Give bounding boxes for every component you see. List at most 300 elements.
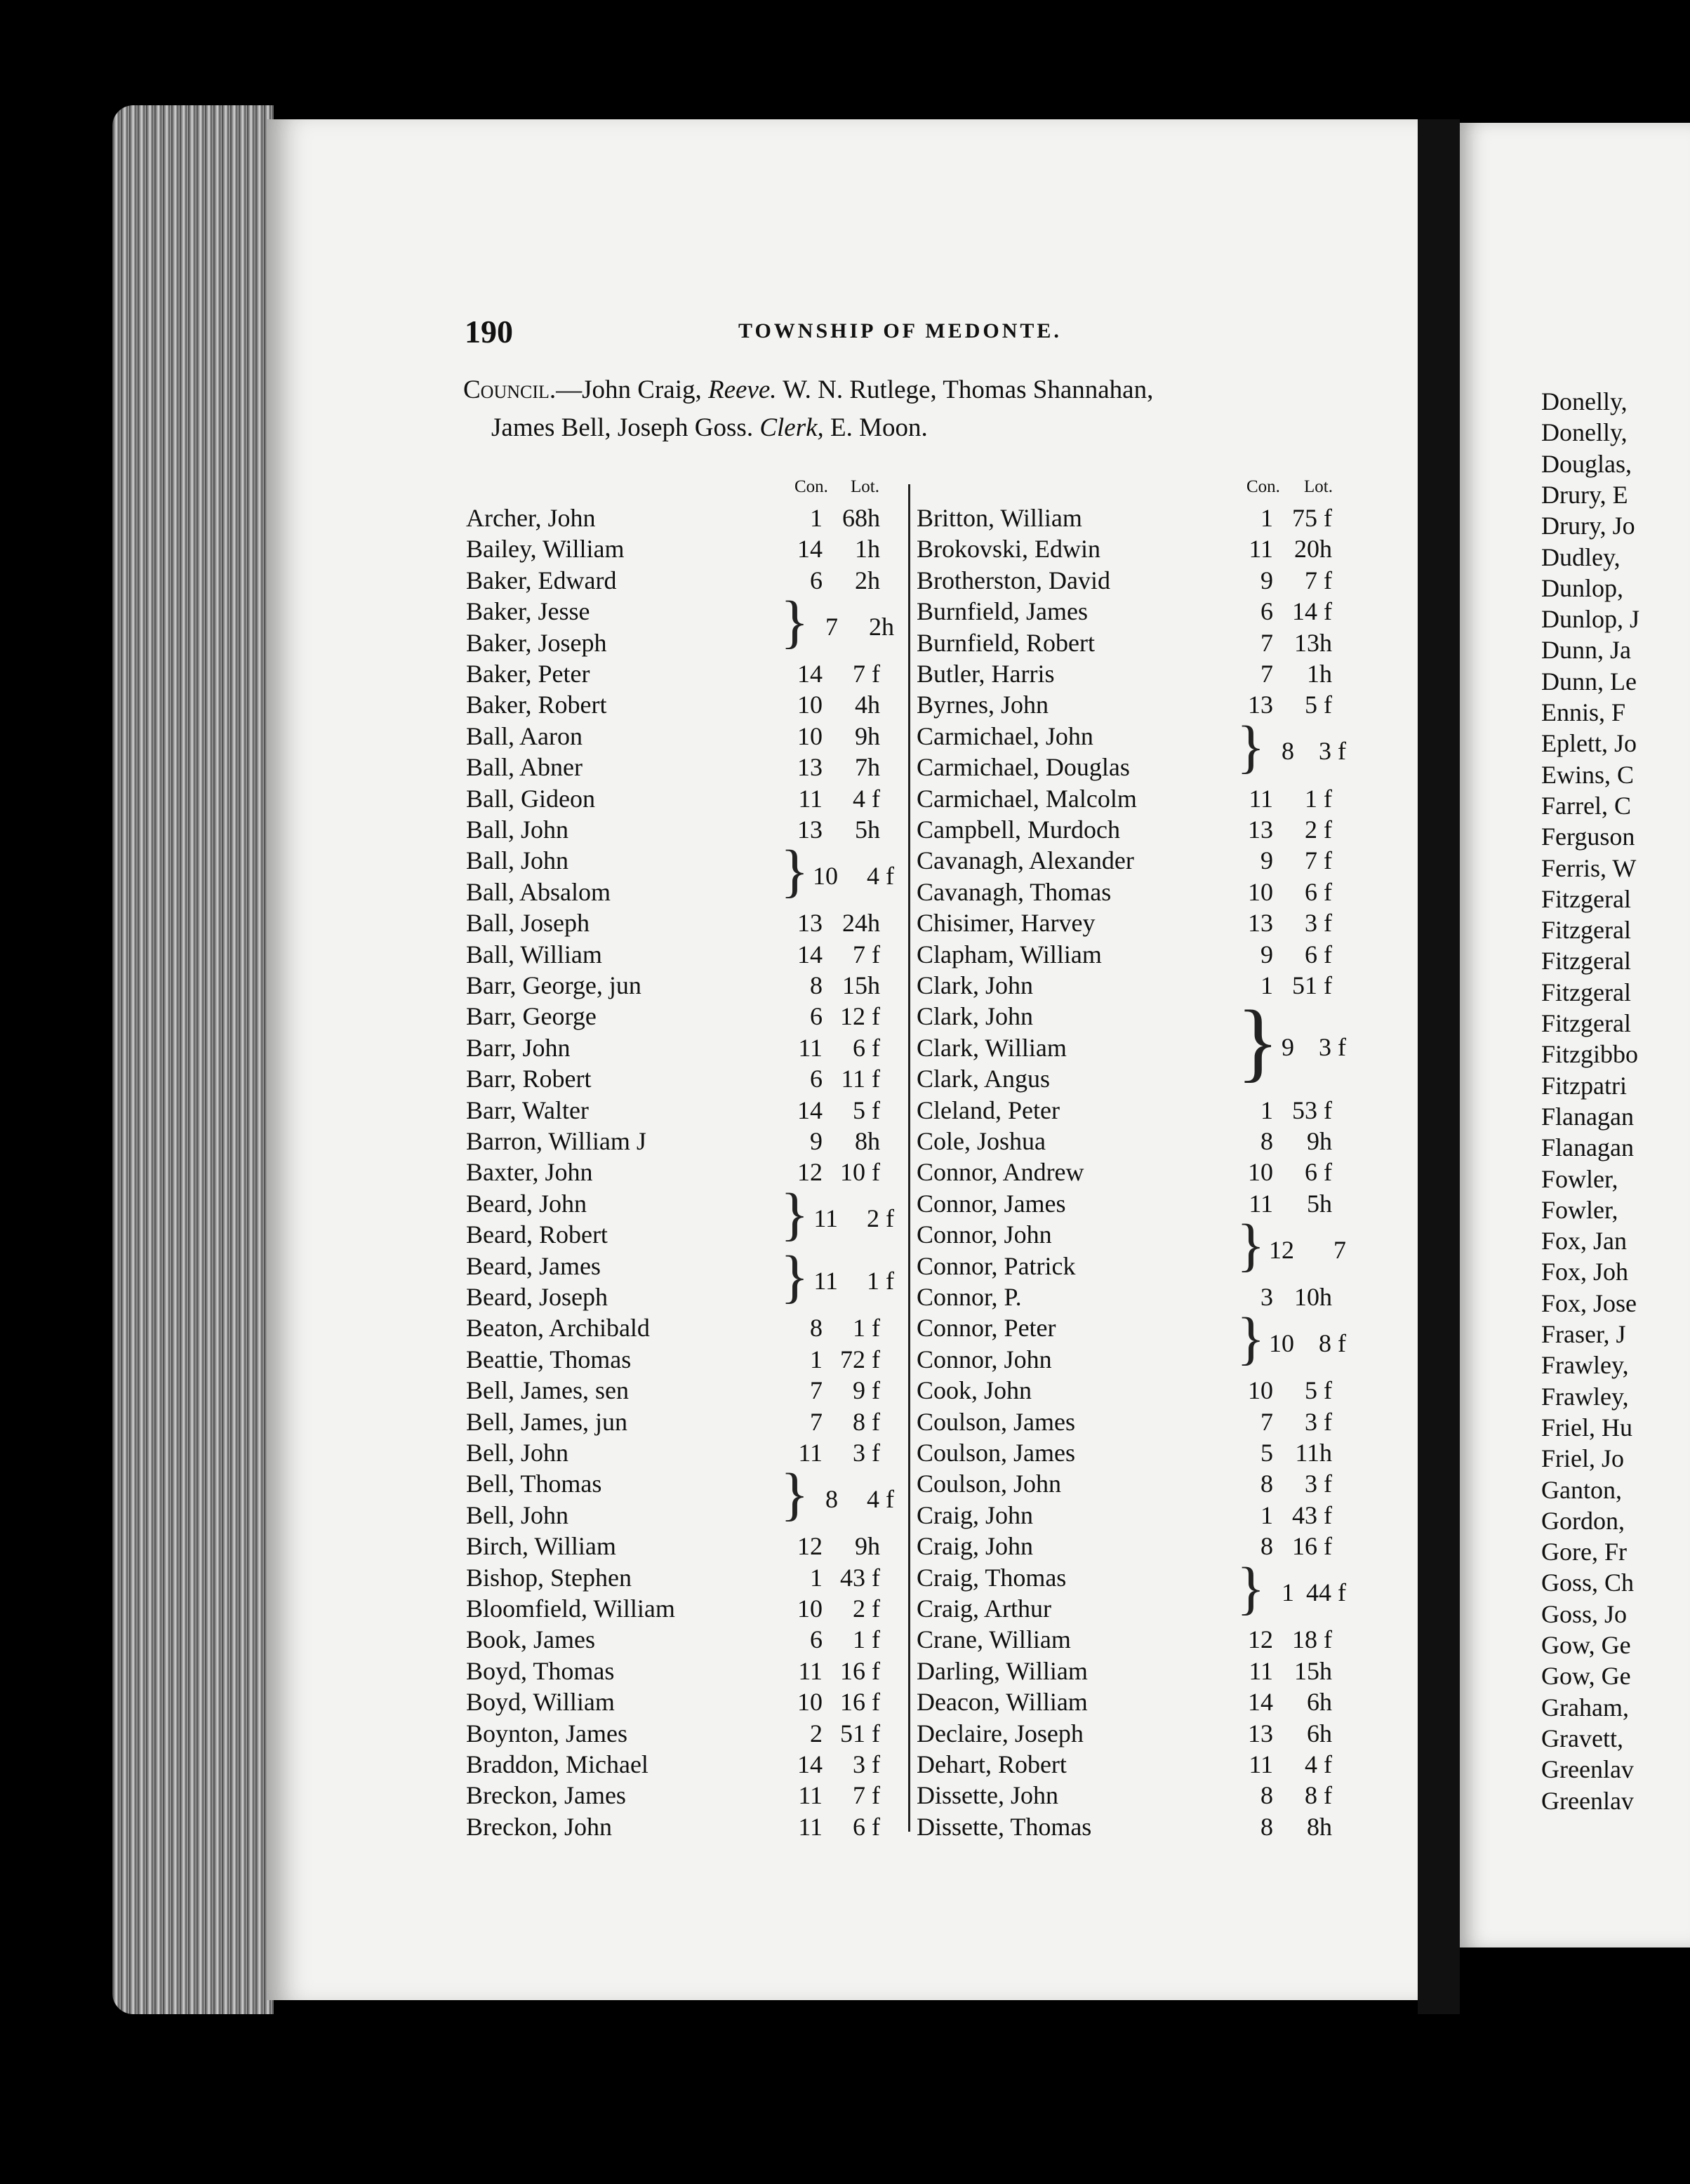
- next-page-name-fragment: Ennis, F: [1541, 698, 1626, 726]
- lot-number: 72 f: [840, 1345, 880, 1373]
- directory-entry: [466, 1562, 929, 1593]
- resident-name: Beard, Joseph: [466, 1283, 608, 1311]
- concession-number: 11: [798, 1812, 823, 1841]
- next-page-name-fragment: Friel, Hu: [1541, 1413, 1632, 1441]
- next-page-name-fragment: Flanagan: [1541, 1102, 1634, 1131]
- directory-entry: [917, 689, 1380, 720]
- resident-name: Burnfield, Robert: [917, 628, 1095, 657]
- directory-entry: [466, 970, 929, 1001]
- next-page-name-fragment: Greenlav: [1541, 1755, 1634, 1784]
- directory-entry: [917, 1718, 1380, 1749]
- next-page-name-fragment: Eplett, Jo: [1541, 729, 1637, 758]
- resident-name: Craig, Arthur: [917, 1594, 1051, 1623]
- directory-entry: [917, 1406, 1380, 1437]
- directory-entry: [917, 1001, 1380, 1032]
- concession-number: 13: [797, 909, 823, 938]
- directory-entry: [917, 565, 1380, 596]
- directory-entry: [466, 658, 929, 689]
- lot-number: 7 f: [853, 940, 880, 968]
- concession-number: 6: [810, 1065, 823, 1093]
- concession-number: 11: [798, 1781, 823, 1810]
- next-page-name-fragment: Fitzgibbo: [1541, 1040, 1639, 1069]
- next-page-name-fragment: Farrel, C: [1541, 791, 1631, 820]
- next-page-name-fragment: Ferris, W: [1541, 853, 1637, 882]
- directory-entry: [917, 939, 1380, 970]
- resident-name: Dissette, John: [917, 1781, 1058, 1810]
- directory-entry: [466, 783, 929, 814]
- resident-name: Darling, William: [917, 1656, 1088, 1685]
- next-page-name-fragment: Douglas,: [1541, 449, 1632, 478]
- concession-number: 1: [1260, 1096, 1273, 1124]
- next-page-name-fragment: Dudley,: [1541, 542, 1621, 571]
- concession-number: 3: [1260, 1283, 1273, 1311]
- lot-number: 68h: [842, 504, 880, 532]
- resident-name: Craig, Thomas: [917, 1563, 1067, 1592]
- resident-name: Ball, Gideon: [466, 784, 595, 813]
- group-brace: }: [1237, 1555, 1265, 1621]
- directory-entry: [917, 877, 1380, 907]
- lot-number: 5 f: [1305, 1376, 1332, 1405]
- resident-name: Ball, Joseph: [466, 909, 590, 938]
- next-page-name-fragment: Flanagan: [1541, 1133, 1634, 1162]
- next-page-name-fragment: Fraser, J: [1541, 1320, 1626, 1348]
- next-page-name-fragment: Goss, Jo: [1541, 1599, 1628, 1628]
- directory-entry: [917, 1811, 1380, 1842]
- lot-number: 6 f: [1305, 1158, 1332, 1187]
- group-brace: }: [780, 1244, 809, 1310]
- directory-entry: [466, 1375, 929, 1406]
- concession-number: 10: [1248, 1376, 1273, 1405]
- concession-number: 12: [1248, 1625, 1273, 1654]
- resident-name: Dissette, Thomas: [917, 1812, 1092, 1841]
- lot-number: 3 f: [1305, 909, 1332, 938]
- concession-number: 1: [810, 504, 823, 532]
- lot-number: 1 f: [853, 1314, 880, 1343]
- resident-name: Craig, John: [917, 1532, 1033, 1561]
- lot-number: 2 f: [1305, 815, 1332, 844]
- left-con-header: Con.: [794, 477, 828, 496]
- concession-number: 13: [797, 753, 823, 782]
- lot-number: 16 f: [1292, 1532, 1332, 1561]
- concession-number: 10: [797, 1688, 823, 1717]
- directory-entry: [917, 907, 1380, 938]
- directory-entry: [466, 1656, 929, 1686]
- resident-name: Coulson, John: [917, 1470, 1062, 1498]
- concession-number: 14: [797, 660, 823, 688]
- council-reeve-name: —John Craig,: [556, 375, 708, 404]
- concession-number: 8: [1260, 1781, 1273, 1810]
- lot-number: 6 f: [853, 1033, 880, 1062]
- resident-name: Declaire, Joseph: [917, 1719, 1084, 1747]
- directory-entry: [466, 907, 929, 938]
- concession-number: 7: [1260, 660, 1273, 688]
- directory-entry: [917, 596, 1380, 627]
- lot-number: 2h: [855, 566, 880, 594]
- directory-entry: [466, 1624, 929, 1655]
- concession-number: 10: [797, 691, 823, 719]
- concession-number: 1: [810, 1563, 823, 1592]
- resident-name: Campbell, Murdoch: [917, 815, 1120, 844]
- directory-entry: [466, 752, 929, 783]
- next-page-name-fragment: Goss, Ch: [1541, 1569, 1635, 1597]
- directory-entry: [466, 1001, 929, 1032]
- resident-name: Barr, Robert: [466, 1065, 592, 1093]
- directory-entry: [466, 1593, 929, 1624]
- council-label: Council.: [463, 375, 557, 404]
- resident-name: Baxter, John: [466, 1158, 593, 1187]
- directory-entry: [466, 1095, 929, 1126]
- directory-entry: [466, 814, 929, 845]
- lot-number: 4 f: [853, 784, 880, 813]
- concession-number: 10: [1248, 877, 1273, 906]
- lot-number: 10h: [1294, 1283, 1332, 1311]
- next-page-name-fragment: Dunn, Ja: [1541, 636, 1631, 665]
- lot-number: 1h: [1307, 660, 1332, 688]
- resident-name: Barron, William J: [466, 1127, 646, 1155]
- directory-entry: [466, 1032, 929, 1063]
- lot-number: 3 f: [853, 1750, 880, 1778]
- group-concession: 7: [825, 612, 838, 641]
- resident-name: Bloomfield, William: [466, 1594, 675, 1623]
- group-brace: }: [1237, 1306, 1265, 1372]
- concession-number: 1: [1260, 504, 1273, 532]
- group-concession: 11: [813, 1204, 838, 1233]
- resident-name: Barr, Walter: [466, 1096, 589, 1124]
- directory-entry: [917, 1157, 1380, 1187]
- resident-name: Clark, Angus: [917, 1065, 1051, 1093]
- concession-number: 11: [1249, 535, 1273, 564]
- lot-number: 6 f: [1305, 940, 1332, 968]
- lot-number: 5h: [855, 815, 880, 844]
- resident-name: Barr, John: [466, 1033, 571, 1062]
- lot-number: 3 f: [1305, 1470, 1332, 1498]
- directory-entry: [917, 1500, 1380, 1531]
- concession-number: 11: [1249, 1656, 1273, 1685]
- directory-entry: [466, 1718, 929, 1749]
- directory-entry: [917, 1188, 1380, 1219]
- directory-entry: [466, 1780, 929, 1811]
- next-page-name-fragment: Gravett,: [1541, 1724, 1623, 1752]
- council-members: W. N. Rutlege, Thomas Shannahan,: [776, 375, 1154, 404]
- resident-name: Ball, John: [466, 846, 569, 875]
- resident-name: Bell, John: [466, 1439, 569, 1467]
- group-brace: }: [780, 839, 809, 905]
- concession-number: 7: [1260, 628, 1273, 657]
- next-page-name-fragment: Frawley,: [1541, 1351, 1629, 1380]
- right-lot-header: Lot.: [1304, 477, 1333, 496]
- directory-entry: [917, 970, 1380, 1001]
- resident-name: Cleland, Peter: [917, 1096, 1060, 1124]
- group-lot: 4 f: [867, 861, 894, 890]
- lot-number: 7 f: [1305, 566, 1332, 594]
- lot-number: 6h: [1307, 1688, 1332, 1717]
- concession-number: 6: [810, 1625, 823, 1654]
- resident-name: Ball, Absalom: [466, 877, 611, 906]
- resident-name: Ball, William: [466, 940, 602, 968]
- group-concession: 9: [1282, 1033, 1294, 1061]
- directory-entry: [466, 1312, 929, 1343]
- directory-entry: [466, 1437, 929, 1468]
- next-page-name-fragment: Donelly,: [1541, 418, 1628, 447]
- resident-name: Craig, John: [917, 1500, 1033, 1529]
- lot-number: 51 f: [840, 1719, 880, 1747]
- right-con-header: Con.: [1246, 477, 1280, 496]
- group-lot: 44 f: [1306, 1578, 1346, 1606]
- lot-number: 18 f: [1292, 1625, 1332, 1654]
- running-head: TOWNSHIP OF MEDONTE.: [738, 319, 1062, 342]
- concession-number: 13: [1248, 815, 1273, 844]
- resident-name: Cavanagh, Thomas: [917, 877, 1112, 906]
- resident-name: Brokovski, Edwin: [917, 535, 1101, 564]
- lot-number: 8h: [855, 1127, 880, 1155]
- directory-entry: [917, 502, 1380, 533]
- resident-name: Barr, George: [466, 1002, 597, 1031]
- group-brace: }: [780, 1462, 809, 1528]
- group-concession: 12: [1269, 1235, 1294, 1264]
- next-page-name-fragment: Ewins, C: [1541, 760, 1635, 789]
- next-page-name-fragment: Fox, Jan: [1541, 1227, 1628, 1256]
- directory-entry: [466, 1811, 929, 1842]
- resident-name: Archer, John: [466, 504, 596, 532]
- lot-number: 14 f: [1292, 597, 1332, 626]
- next-page-name-fragment: Gow, Ge: [1541, 1662, 1631, 1691]
- resident-name: Dehart, Robert: [917, 1750, 1067, 1778]
- next-page-name-fragment: Fitzgeral: [1541, 947, 1631, 976]
- resident-name: Butler, Harris: [917, 660, 1055, 688]
- lot-number: 24h: [842, 909, 880, 938]
- concession-number: 9: [1260, 846, 1273, 875]
- council-line-1: [463, 375, 1153, 405]
- directory-entry: [917, 1780, 1380, 1811]
- directory-entry: [917, 814, 1380, 845]
- page-number: 190: [465, 314, 513, 349]
- directory-entry: [917, 1281, 1380, 1312]
- concession-number: 13: [1248, 1719, 1273, 1747]
- group-concession: 11: [813, 1267, 838, 1295]
- lot-number: 6h: [1307, 1719, 1332, 1747]
- next-page-name-fragment: Fox, Jose: [1541, 1289, 1637, 1317]
- next-page-name-fragment: Fowler,: [1541, 1164, 1618, 1193]
- resident-name: Cole, Joshua: [917, 1127, 1046, 1155]
- resident-name: Connor, John: [917, 1345, 1052, 1373]
- lot-number: 43 f: [1292, 1500, 1332, 1529]
- next-page-name-fragment: Gow, Ge: [1541, 1631, 1631, 1659]
- resident-name: Britton, William: [917, 504, 1082, 532]
- concession-number: 8: [810, 971, 823, 999]
- lot-number: 7 f: [1305, 846, 1332, 875]
- resident-name: Barr, George, jun: [466, 971, 641, 999]
- next-page-name-fragment: Fitzgeral: [1541, 1009, 1631, 1037]
- lot-number: 8 f: [853, 1407, 880, 1436]
- resident-name: Chisimer, Harvey: [917, 909, 1096, 938]
- resident-name: Beard, Robert: [466, 1220, 608, 1249]
- lot-number: 9h: [855, 1532, 880, 1561]
- group-brace: }: [780, 1181, 809, 1247]
- resident-name: Ball, Abner: [466, 753, 583, 782]
- concession-number: 10: [1248, 1158, 1273, 1187]
- concession-number: 13: [797, 815, 823, 844]
- group-concession: 10: [1269, 1329, 1294, 1357]
- concession-number: 11: [1249, 1189, 1273, 1218]
- directory-entry: [917, 845, 1380, 876]
- concession-number: 7: [810, 1376, 823, 1405]
- concession-number: 9: [1260, 566, 1273, 594]
- concession-number: 13: [1248, 909, 1273, 938]
- concession-number: 7: [1260, 1407, 1273, 1436]
- directory-entry: [917, 1126, 1380, 1157]
- lot-number: 3 f: [1305, 1407, 1332, 1436]
- resident-name: Connor, P.: [917, 1283, 1022, 1311]
- resident-name: Carmichael, Malcolm: [917, 784, 1137, 813]
- concession-number: 8: [1260, 1127, 1273, 1155]
- resident-name: Connor, Peter: [917, 1314, 1056, 1343]
- group-concession: 1: [1282, 1578, 1294, 1606]
- resident-name: Cook, John: [917, 1376, 1032, 1405]
- lot-number: 2 f: [853, 1594, 880, 1623]
- lot-number: 7 f: [853, 1781, 880, 1810]
- concession-number: 11: [798, 1439, 823, 1467]
- resident-name: Baker, Peter: [466, 660, 590, 688]
- group-concession: 10: [813, 861, 838, 890]
- resident-name: Breckon, John: [466, 1812, 612, 1841]
- directory-entry: [466, 1344, 929, 1375]
- resident-name: Bishop, Stephen: [466, 1563, 632, 1592]
- resident-name: Book, James: [466, 1625, 595, 1654]
- directory-entry: [466, 939, 929, 970]
- resident-name: Beaton, Archibald: [466, 1314, 650, 1343]
- resident-name: Bell, James, jun: [466, 1407, 627, 1436]
- concession-number: 1: [1260, 971, 1273, 999]
- council-clerk-title: Clerk,: [759, 413, 824, 442]
- lot-number: 15h: [1294, 1656, 1332, 1685]
- concession-number: 9: [810, 1127, 823, 1155]
- directory-entry: [466, 1686, 929, 1717]
- resident-name: Baker, Robert: [466, 691, 607, 719]
- book-page-edges: [112, 105, 274, 2014]
- lot-number: 10 f: [840, 1158, 880, 1187]
- lot-number: 7h: [855, 753, 880, 782]
- group-brace: }: [780, 590, 809, 655]
- directory-entry: [917, 1749, 1380, 1780]
- lot-number: 7 f: [853, 660, 880, 688]
- next-page-name-fragment: Graham,: [1541, 1693, 1629, 1722]
- resident-name: Clark, William: [917, 1033, 1067, 1062]
- concession-number: 11: [798, 784, 823, 813]
- concession-number: 13: [1248, 691, 1273, 719]
- concession-number: 6: [1260, 597, 1273, 626]
- concession-number: 8: [1260, 1470, 1273, 1498]
- next-page-name-fragment: Gore, Fr: [1541, 1538, 1627, 1566]
- concession-number: 1: [810, 1345, 823, 1373]
- next-page-name-fragment: Friel, Jo: [1541, 1444, 1625, 1473]
- concession-number: 6: [810, 1002, 823, 1031]
- concession-number: 14: [797, 535, 823, 564]
- resident-name: Connor, Andrew: [917, 1158, 1084, 1187]
- resident-name: Carmichael, John: [917, 721, 1093, 750]
- group-concession: 8: [825, 1484, 838, 1513]
- resident-name: Coulson, James: [917, 1407, 1076, 1436]
- lot-number: 20h: [1294, 535, 1332, 564]
- resident-name: Breckon, James: [466, 1781, 626, 1810]
- next-page-name-fragment: Dunlop,: [1541, 573, 1623, 602]
- resident-name: Baker, Edward: [466, 566, 617, 594]
- resident-name: Birch, William: [466, 1532, 616, 1561]
- resident-name: Clapham, William: [917, 940, 1102, 968]
- directory-entry: [466, 565, 929, 596]
- directory-entry: [466, 1126, 929, 1157]
- directory-entry: [466, 1749, 929, 1780]
- resident-name: Ball, Aaron: [466, 721, 583, 750]
- concession-number: 2: [810, 1719, 823, 1747]
- resident-name: Connor, James: [917, 1189, 1066, 1218]
- directory-entry: [917, 1437, 1380, 1468]
- resident-name: Braddon, Michael: [466, 1750, 648, 1778]
- next-page-name-fragment: Fitzgeral: [1541, 978, 1631, 1006]
- directory-entry: [466, 533, 929, 564]
- resident-name: Coulson, James: [917, 1439, 1076, 1467]
- directory-entry: [917, 627, 1380, 658]
- directory-entry: [917, 1095, 1380, 1126]
- resident-name: Bell, Thomas: [466, 1470, 602, 1498]
- directory-entry: [917, 783, 1380, 814]
- lot-number: 43 f: [840, 1563, 880, 1592]
- next-page-name-fragment: Fitzgeral: [1541, 884, 1631, 913]
- resident-name: Boyd, Thomas: [466, 1656, 615, 1685]
- lot-number: 13h: [1294, 628, 1332, 657]
- directory-entry: [466, 721, 929, 752]
- directory-entry: [917, 1624, 1380, 1655]
- concession-number: 8: [1260, 1812, 1273, 1841]
- concession-number: 5: [1260, 1439, 1273, 1467]
- concession-number: 14: [797, 940, 823, 968]
- lot-number: 12 f: [840, 1002, 880, 1031]
- lot-number: 4 f: [1305, 1750, 1332, 1778]
- directory-entry: [917, 1531, 1380, 1562]
- next-page-name-fragment: Drury, Jo: [1541, 512, 1635, 540]
- lot-number: 75 f: [1292, 504, 1332, 532]
- resident-name: Deacon, William: [917, 1688, 1088, 1717]
- resident-name: Byrnes, John: [917, 691, 1049, 719]
- concession-number: 10: [797, 1594, 823, 1623]
- resident-name: Clark, John: [917, 971, 1033, 999]
- directory-entry: [917, 1686, 1380, 1717]
- concession-number: 14: [797, 1750, 823, 1778]
- council-reeve-title: Reeve.: [708, 375, 777, 404]
- group-brace: }: [1237, 1213, 1265, 1279]
- directory-entry: [466, 1063, 929, 1094]
- concession-number: 7: [810, 1407, 823, 1436]
- concession-number: 10: [797, 721, 823, 750]
- next-page-name-fragment: Fowler,: [1541, 1195, 1618, 1224]
- lot-number: 5 f: [853, 1096, 880, 1124]
- lot-number: 3 f: [853, 1439, 880, 1467]
- group-lot: 7: [1333, 1235, 1346, 1264]
- next-page-name-fragment: Dunn, Le: [1541, 667, 1637, 695]
- lot-number: 51 f: [1292, 971, 1332, 999]
- next-page-name-fragment: Ferguson: [1541, 823, 1635, 851]
- lot-number: 8 f: [1305, 1781, 1332, 1810]
- lot-number: 4h: [855, 691, 880, 719]
- directory-entry: [917, 1656, 1380, 1686]
- directory-entry: [466, 1406, 929, 1437]
- concession-number: 11: [1249, 1750, 1273, 1778]
- next-page-name-fragment: Gordon,: [1541, 1506, 1625, 1535]
- concession-number: 1: [1260, 1500, 1273, 1529]
- resident-name: Connor, Patrick: [917, 1251, 1076, 1280]
- next-page-name-fragment: Fitzgeral: [1541, 916, 1631, 945]
- concession-number: 8: [810, 1314, 823, 1343]
- next-page-name-fragment: Dunlop, J: [1541, 605, 1640, 634]
